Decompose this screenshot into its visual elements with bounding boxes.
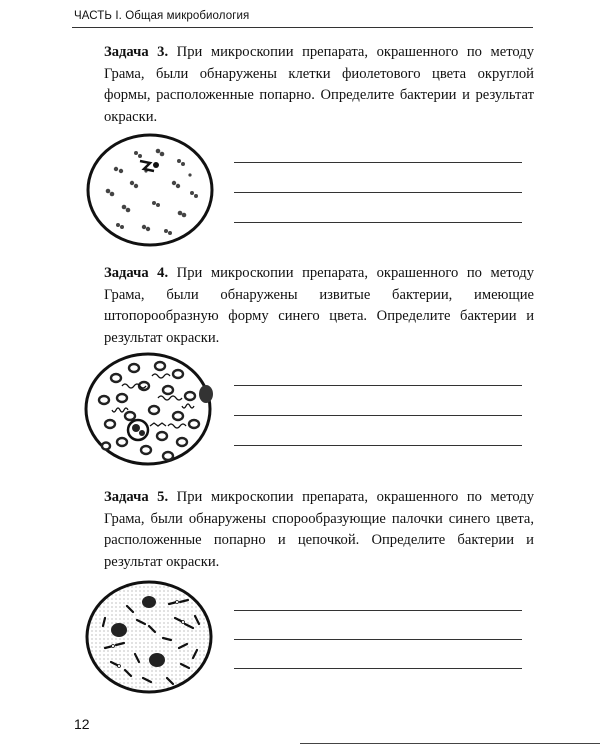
task-4-label: Задача 4. — [104, 265, 169, 281]
answer-line-3b[interactable] — [234, 192, 522, 193]
answer-line-5c[interactable] — [234, 668, 522, 669]
running-header: ЧАСТЬ I. Общая микробиология — [74, 10, 250, 22]
answer-line-4b[interactable] — [234, 415, 522, 416]
answer-line-5b[interactable] — [234, 639, 522, 640]
answer-line-4a[interactable] — [234, 385, 522, 386]
task-3 — [104, 42, 534, 128]
micrograph-cocci — [84, 131, 216, 249]
answer-line-3c[interactable] — [234, 222, 522, 223]
micrograph-spore-rods — [83, 578, 215, 696]
task-5-text: При микроскопии препарата, окрашенного по методу Грама, были обнаружены спорообразующие палочки синего цвета, расположенные попарно и цепочкой. Определите бактерии и результат окраски. — [104, 489, 534, 570]
task-5-label: Задача 5. — [104, 489, 169, 505]
task-3-label: Задача 3. — [104, 44, 169, 60]
task-3-text: При микроскопии препарата, окрашенного по методу Грама, были обнаружены клетки фиолетового цвета округлой формы, расположенные попарно. Определите бактерии и результат окраски. — [104, 44, 534, 125]
answer-line-3a[interactable] — [234, 162, 522, 163]
task-4-text: При микроскопии препарата, окрашенного по методу Грама, были обнаружены извитые бактерии, имеющие штопорообразную форму синего цвета. Определите бактерии и результат окраски. — [104, 265, 534, 346]
task-4 — [104, 263, 534, 349]
header-divider — [72, 27, 533, 28]
answer-line-5a[interactable] — [234, 610, 522, 611]
task-5 — [104, 487, 534, 573]
micrograph-spirochetes — [82, 350, 214, 468]
footer-divider — [300, 743, 600, 744]
answer-line-4c[interactable] — [234, 445, 522, 446]
page-number: 12 — [74, 716, 90, 732]
